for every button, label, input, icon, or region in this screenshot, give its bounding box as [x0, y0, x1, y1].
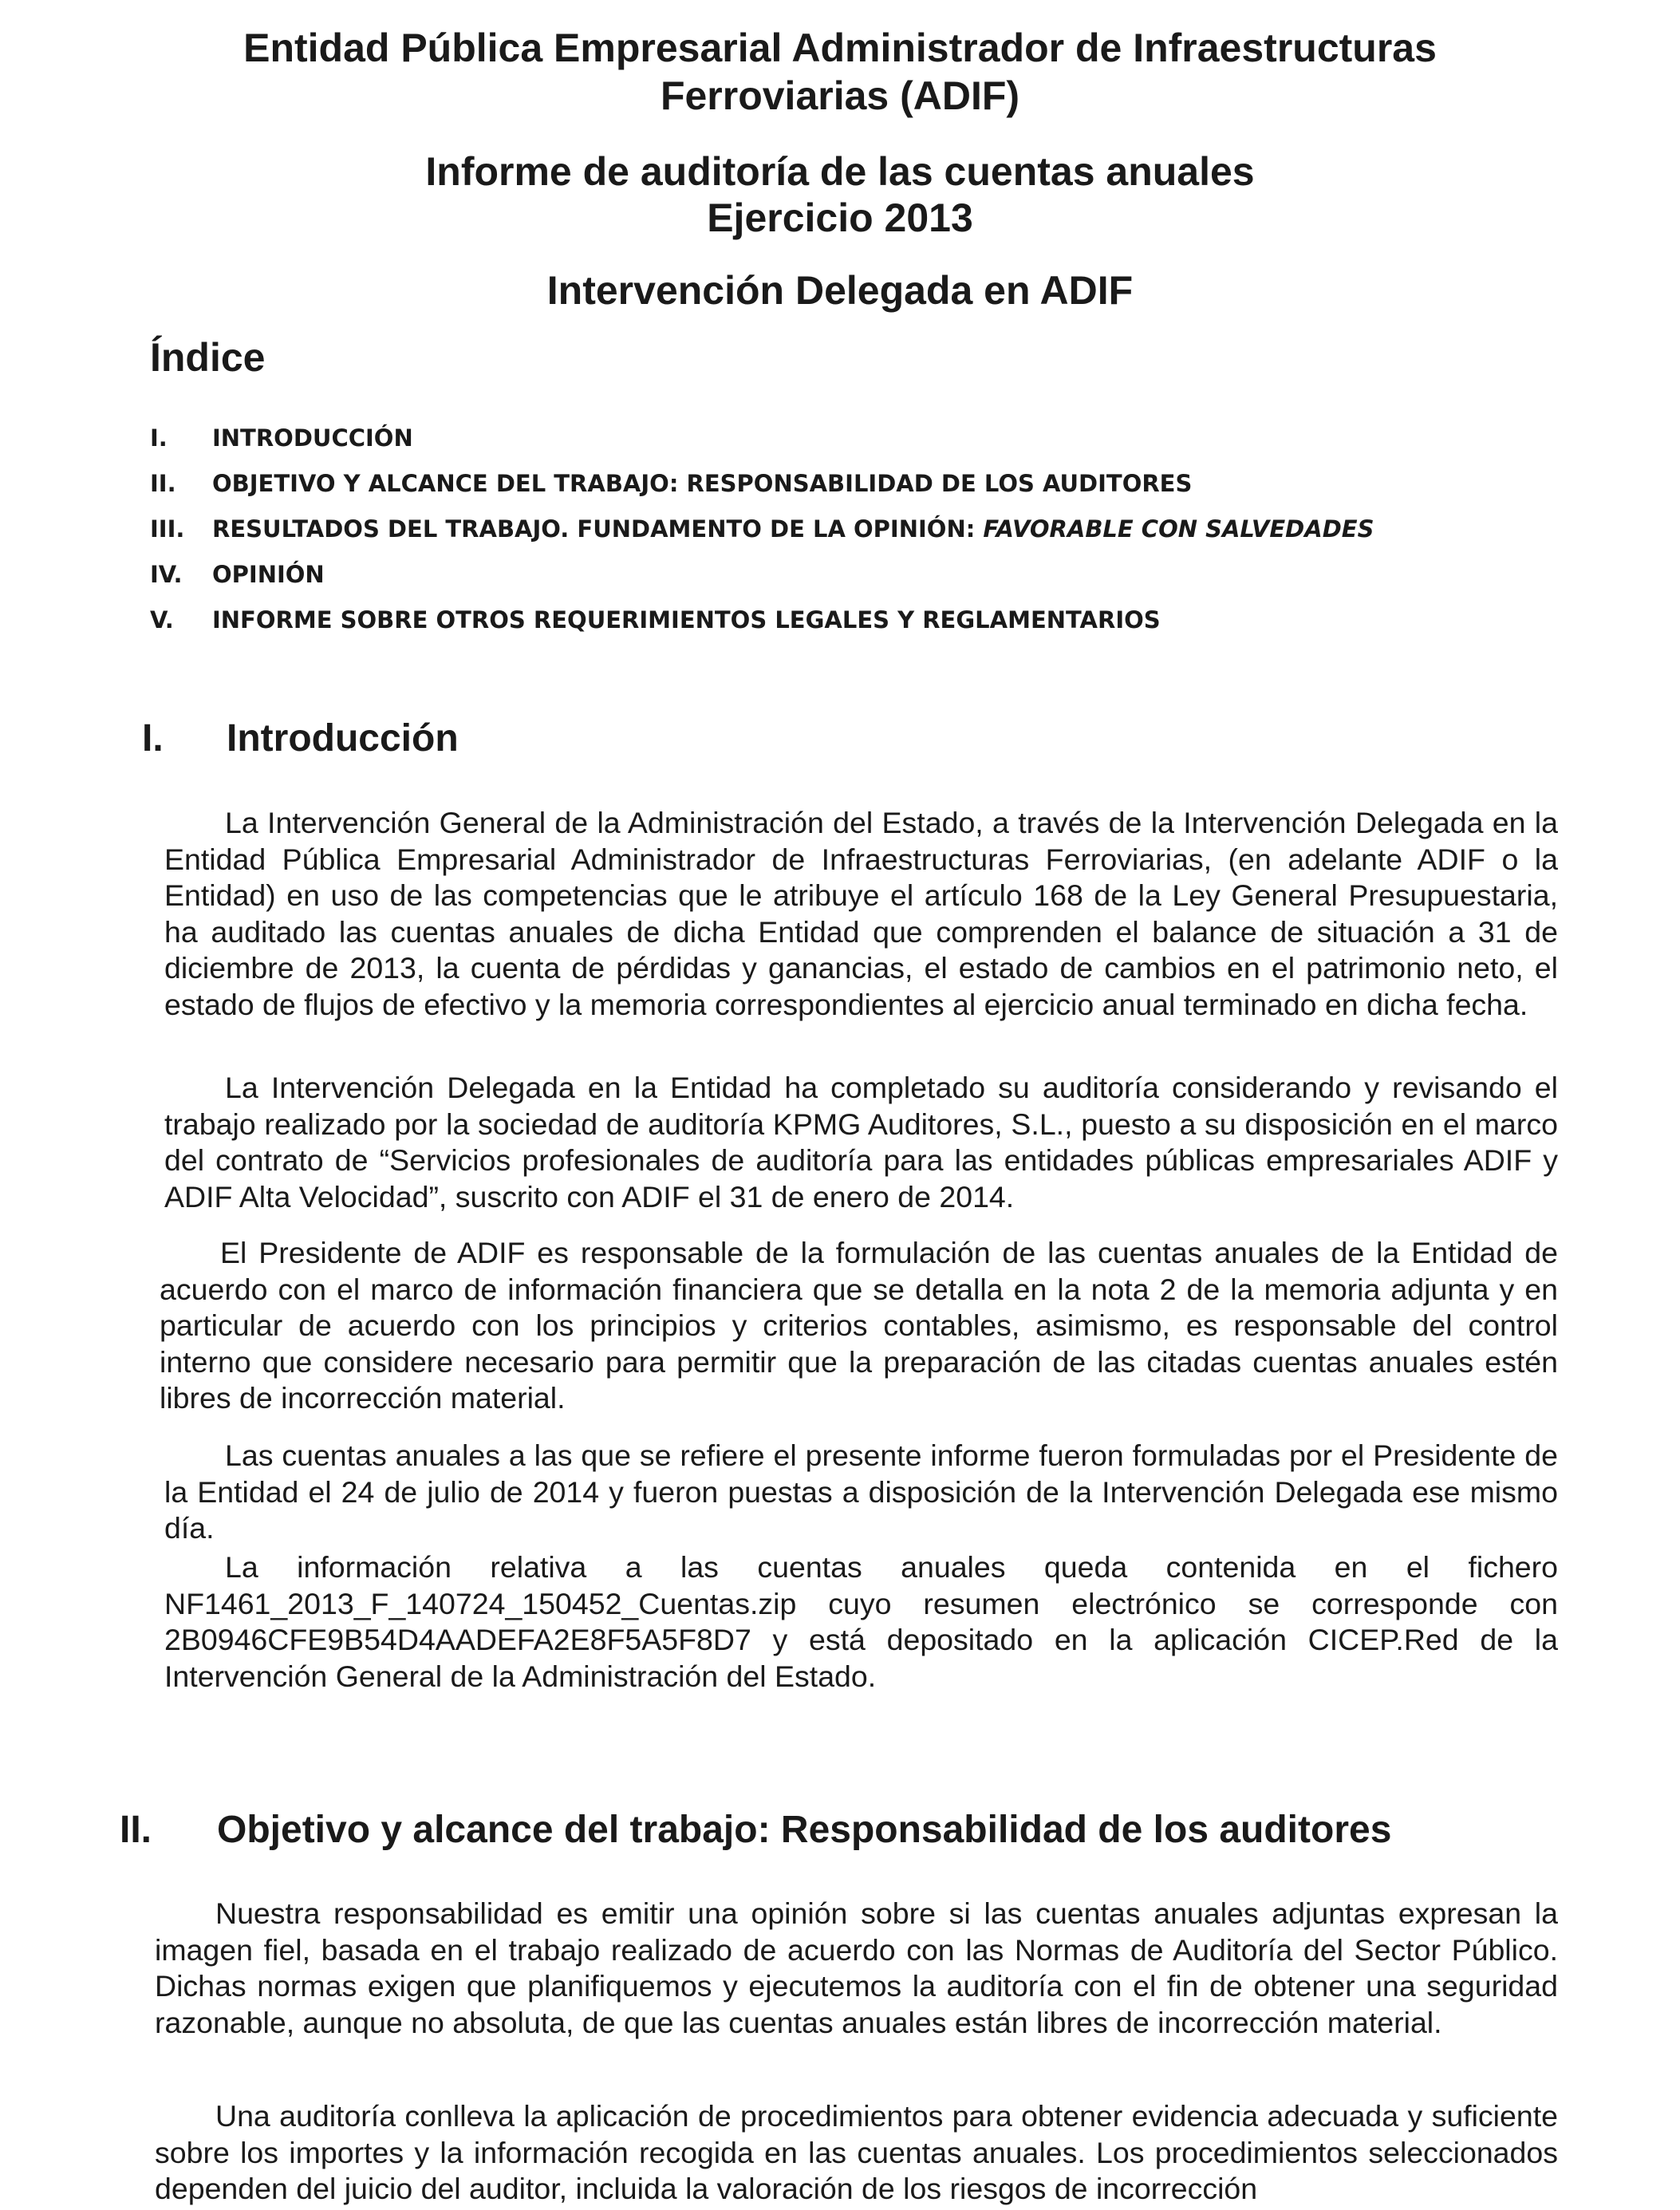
delegation-title: Intervención Delegada en ADIF	[546, 268, 1134, 313]
toc-item[interactable]	[150, 597, 1570, 642]
toc-item[interactable]	[150, 551, 1570, 597]
report-title-line-1: Informe de auditoría de las cuentas anuales	[425, 149, 1255, 194]
toc-item-text: OBJETIVO Y ALCANCE DEL TRABAJO: RESPONSABILIDAD DE LOS AUDITORES	[212, 469, 1193, 497]
toc-item-text-emphasis: FAVORABLE CON SALVEDADES	[983, 515, 1374, 543]
toc-item[interactable]	[150, 506, 1570, 551]
table-of-contents	[150, 415, 1570, 642]
objetivo-paragraph-2: Una auditoría conlleva la aplicación de procedimientos para obtener evidencia adecuada y suficiente sobre los importes y la información recogida en las cuentas anuales. Los procedimientos seleccionados dependen del juicio del auditor, incluida la valoración de los riesgos de incorrección	[155, 2099, 1558, 2205]
report-title	[112, 148, 1568, 241]
document-header	[112, 24, 1568, 314]
intro-paragraph-3: El Presidente de ADIF es responsable de la formulación de las cuentas anuales de la Entidad de acuerdo con el marco de información financiera que se detalla en la nota 2 de la memoria adjunta y en particular de acuerdo con los principios y criterios contables, asimismo, es responsable del control interno que considere necesario para permitir que la preparación de las citadas cuentas anuales estén libres de incorrección material.	[160, 1236, 1558, 1415]
toc-item-text: OPINIÓN	[212, 560, 325, 588]
toc-item-number: III.	[150, 515, 185, 543]
toc-item-text	[212, 515, 1374, 543]
toc-item-number: V.	[150, 606, 174, 633]
toc-item-text-main: RESULTADOS DEL TRABAJO. FUNDAMENTO DE LA OPINIÓN:	[212, 515, 984, 543]
objetivo-paragraph-1: Nuestra responsabilidad es emitir una opinión sobre si las cuentas anuales adjuntas expresan la imagen fiel, basada en el trabajo realizado de acuerdo con las Normas de Auditoría del Sector Público. Dichas normas exigen que planifiquemos y ejecutemos la auditoría con el fin de obtener una seguridad razonable, aunque no absoluta, de que las cuentas anuales están libres de incorrección material.	[155, 1896, 1558, 2039]
section-title: Introducción	[227, 717, 459, 760]
section-heading-introduccion	[142, 715, 459, 763]
toc-item[interactable]	[150, 460, 1570, 506]
intro-paragraph-1: La Intervención General de la Administración del Estado, a través de la Intervención Delegada en la Entidad Pública Empresarial Administrador de Infraestructuras Ferroviarias, (en adelante ADIF o la Entidad) en uso de las competencias que le atribuye el artículo 168 de la Ley General Presupuestaria, ha auditado las cuentas anuales de dicha Entidad que comprenden el balance de situación a 31 de diciembre de 2013, la cuenta de pérdidas y ganancias, el estado de cambios en el patrimonio neto, el estado de flujos de efectivo y la memoria correspondientes al ejercicio anual terminado en dicha fecha.	[164, 806, 1558, 1021]
toc-item[interactable]	[150, 415, 1570, 460]
toc-item-number: I.	[150, 424, 168, 452]
toc-item-number: IV.	[150, 560, 183, 588]
section-number: II.	[120, 1809, 152, 1851]
toc-item-number: II.	[150, 469, 176, 497]
index-title: Índice	[150, 335, 266, 380]
report-title-line-2: Ejercicio 2013	[707, 195, 973, 240]
entity-title-line-1: Entidad Pública Empresarial Administrador de Infraestructuras	[243, 26, 1437, 70]
section-title: Objetivo y alcance del trabajo: Responsabilidad de los auditores	[217, 1809, 1392, 1851]
toc-item-text: INTRODUCCIÓN	[212, 424, 413, 452]
section-heading-objetivo	[120, 1806, 1391, 1854]
section-number: I.	[142, 717, 164, 760]
toc-item-text: INFORME SOBRE OTROS REQUERIMIENTOS LEGALES Y REGLAMENTARIOS	[212, 606, 1161, 633]
entity-title-line-2: Ferroviarias (ADIF)	[660, 73, 1020, 118]
intro-paragraph-4: Las cuentas anuales a las que se refiere el presente informe fueron formuladas por el Presidente de la Entidad el 24 de julio de 2014 y fueron puestas a disposición de la Intervención Delegada ese mismo día.	[164, 1438, 1558, 1545]
intro-paragraph-2: La Intervención Delegada en la Entidad ha completado su auditoría considerando y revisando el trabajo realizado por la sociedad de auditoría KPMG Auditores, S.L., puesto a su disposición en el marco del contrato de “Servicios profesionales de auditoría para las entidades públicas empresariales ADIF y ADIF Alta Velocidad”, suscrito con ADIF el 31 de enero de 2014.	[164, 1071, 1558, 1214]
entity-title	[112, 24, 1568, 120]
intro-paragraph-5: La información relativa a las cuentas anuales queda contenida en el fichero NF1461_2013_F_140724_150452_Cuentas.zip cuyo resumen electrónico se corresponde con 2B0946CFE9B54D4AADEFA2E8F5A5F8D7 y está depositado en la aplicación CICEP.Red de la Intervención General de la Administración del Estado.	[164, 1550, 1558, 1693]
